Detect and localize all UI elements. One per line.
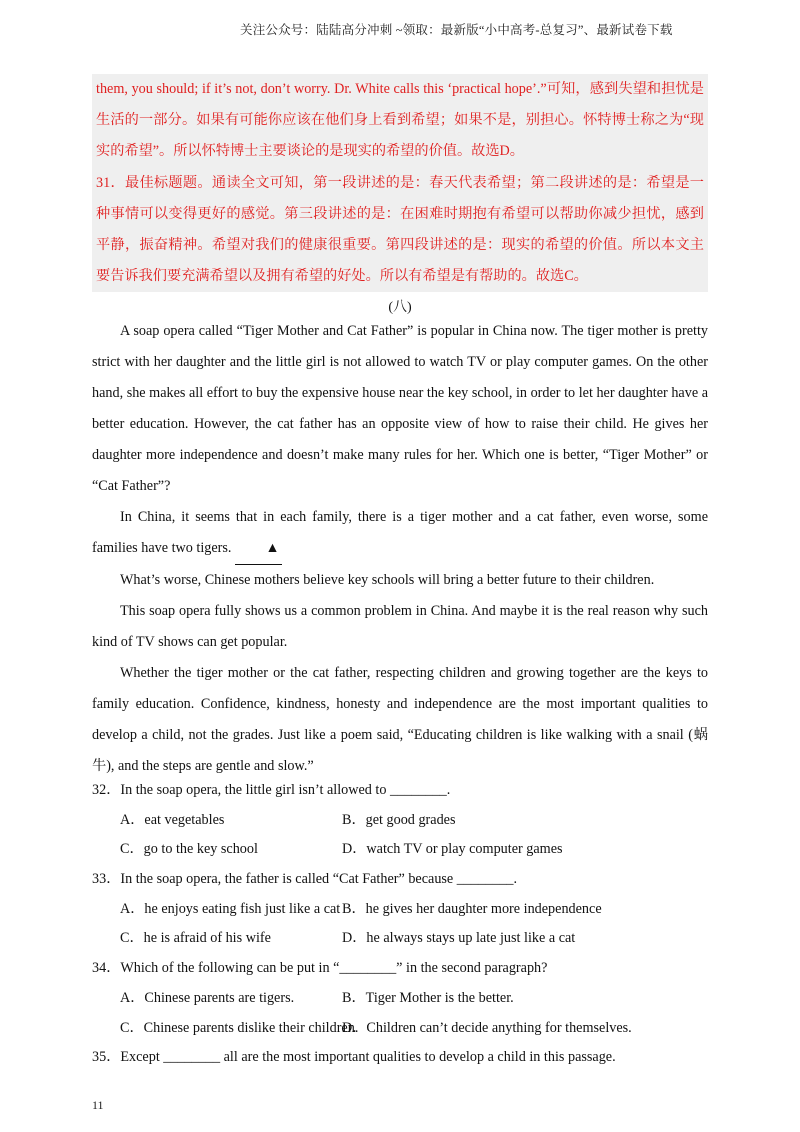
page-header: 关注公众号：陆陆高分冲刺 ~领取：最新版“小中高考-总复习”、最新试卷下载 [240,23,673,37]
option-b[interactable]: B．Tiger Mother is the better. [342,989,514,1006]
blank-marker: ▲ [235,533,281,565]
option-a[interactable]: A．he enjoys eating fish just like a cat [120,900,341,917]
passage-paragraph-3: What’s worse, Chinese mothers believe key schools will bring a better future to their children. [120,572,655,588]
question-35: 35．Except ________ all are the most important qualities to develop a child in this passage. [92,1049,616,1066]
option-b[interactable]: B．get good grades [342,811,456,828]
option-d[interactable]: D．watch TV or play computer games [342,841,563,858]
reading-passage [92,316,708,782]
question-33: 33．In the soap opera, the father is called “Cat Father” because ________. [92,871,518,888]
option-c[interactable]: C．he is afraid of his wife [120,930,271,947]
options-row [92,835,708,865]
passage-paragraph-1: A soap opera called “Tiger Mother and Cat Father” is popular in China now. The tiger mother is pretty strict with her daughter and the little girl is not allowed to watch TV or play computer games. On the other hand, she makes all effort to buy the expensive house near the key school, in order to let her daughter have a better education. However, the cat father has an opposite view of how to raise their child. He gives her daughter more independence and doesn’t make many rules for her. Which one is better, “Tiger Mother” or “Cat Father”? [92,323,708,494]
option-c[interactable]: C．Chinese parents dislike their children. [120,1019,359,1036]
section-title: (八) [388,300,412,315]
options-row [92,806,708,836]
option-d[interactable]: D．Children can’t decide anything for themselves. [342,1019,632,1036]
option-a[interactable]: A．Chinese parents are tigers. [120,989,295,1006]
passage-paragraph-2-text: In China, it seems that in each family, there is a tiger mother and a cat father, even worse, some families have two tigers. [92,509,708,556]
page-number: 11 [92,1098,104,1112]
answer-explanation [92,74,708,292]
options-row [92,984,708,1014]
option-a[interactable]: A．eat vegetables [120,811,225,828]
option-d[interactable]: D．he always stays up late just like a cat [342,930,576,947]
options-row [92,924,708,954]
options-row [92,895,708,925]
options-row [92,1014,708,1044]
question-list [92,776,708,1073]
passage-paragraph-2 [92,502,708,565]
passage-paragraph-5: Whether the tiger mother or the cat father, respecting children and growing together are the keys to family education. Confidence, kindness, honesty and independence are the most important qualities to develop a child, not the grades. Just like a poem said, “Educating children is like walking with a snail (蜗牛), and the steps are gentle and slow.” [92,665,708,774]
question-34: 34．Which of the following can be put in “________” in the second paragraph? [92,960,548,977]
option-c[interactable]: C．go to the key school [120,841,258,858]
answer-explanation-30: them, you should; if it’s not, don’t worry. Dr. White calls this ‘practical hope’.”可知，感到失望和担忧是生活的一部分。如果有可能你应该在他们身上看到希望；如果不是，别担心。怀特博士称之为“现实的希望”。所以怀特博士主要谈论的是现实的希望的价值。故选D。 [96,81,704,160]
passage-paragraph-4: This soap opera fully shows us a common problem in China. And maybe it is the real reason why such kind of TV shows can get popular. [92,603,708,650]
option-b[interactable]: B．he gives her daughter more independence [342,900,602,917]
question-32: 32．In the soap opera, the little girl isn’t allowed to ________. [92,782,451,798]
answer-explanation-31: 31．最佳标题题。通读全文可知，第一段讲述的是：春天代表希望；第二段讲述的是：希望是一种事情可以变得更好的感觉。第三段讲述的是：在困难时期抱有希望可以帮助你减少担忧，感到平静，振奋精神。希望对我们的健康很重要。第四段讲述的是：现实的希望的价值。所以本文主要告诉我们要充满希望以及拥有希望的好处。所以有希望是有帮助的。故选C。 [96,174,704,285]
